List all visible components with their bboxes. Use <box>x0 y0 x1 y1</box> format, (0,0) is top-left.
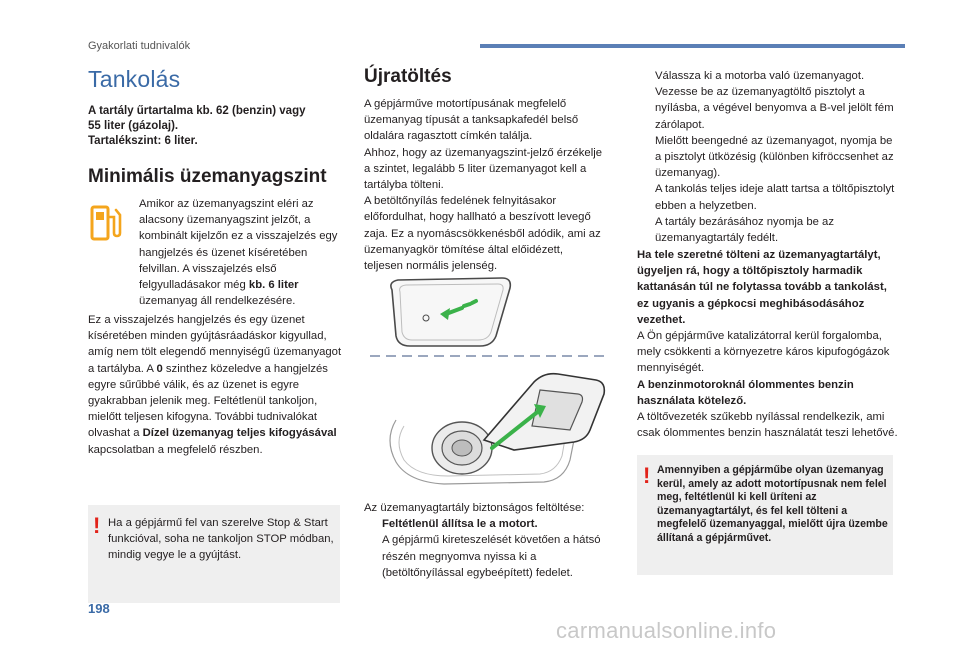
stop-start-warning-box <box>88 505 340 603</box>
bullet-icon <box>637 214 655 246</box>
warning-icon: ! <box>93 513 101 538</box>
capacity-line-1: A tartály űrtartalma kb. 62 (benzin) vagy <box>88 105 306 117</box>
step-text: Mielőtt beengedné az üzemanyagot, nyomja be a pisztolyt ütközésig (különben kifröccsenhet az üzemanyag). <box>655 134 894 180</box>
unleaded-note: A töltővezeték szűkebb nyílással rendelkezik, ami csak ólommentes benzin használatát teszi lehetővé. <box>637 411 898 440</box>
warning-text: Amennyiben a gépjárműbe olyan üzemanyag kerül, amely az adott motortípusnak nem felel meg, feltétlenül ki kell üríteni az üzemanyagtartályt, és fel kell tölteni a megfelelő üzemanyaggal, mielőtt újra üzembe állítaná a gépjárművet. <box>657 464 888 544</box>
step-text: A gépjármű kireteszelését követően a hátsó részén megnyomva nyissa ki a (betöltőnyílással egybeépített) fedelet. <box>382 534 601 579</box>
section-label: Gyakorlati tudnivalók <box>88 40 191 52</box>
list-item <box>637 133 899 182</box>
list-item <box>637 181 899 213</box>
fuel-notes <box>637 247 899 441</box>
capacity-line-3: Tartalékszint: 6 liter. <box>88 135 198 147</box>
step-text: A tartály bezárásához nyomja be az üzemanyagtartály fedélt. <box>655 215 834 245</box>
watermark: carmanualsonline.info <box>556 618 777 643</box>
step-text: A tankolás teljes ideje alatt tartsa a töltőpisztolyt ebben a helyzetben. <box>655 183 895 212</box>
bullet-icon <box>637 133 655 182</box>
refuel-steps <box>364 500 609 581</box>
minimum-level-paragraph: Ez a visszajelzés hangjelzés és egy üzenet kíséretében minden gyújtásráadáskor kigyullad, amíg nem tölt elegendő mennyiségű üzemanyagot a tartályba. A 0 szinthez közeledve a hangjelzés egyre sűrűbbé válik, és az üzenet is egyre gyakrabban jelenik meg. Feltétlenül tankoljon, mielőtt teljesen kifogyna. További tudnivalókat olvashat a Dízel üzemanyag teljes kifogyásával kapcsolatban a megfelelő részben. <box>88 314 342 456</box>
bullet-icon <box>637 84 655 133</box>
refuel-text: A gépjárműve motortípusának megfelelő üzemanyag típusát a tanksapkafedél belső oldalára ragasztott címkén találja. Ahhoz, hogy az üzemanyagszint-jelző érzékelje a szintet, legalább 5 liter üzemanyagot kell a tartályba tölteni. A betöltőnyílás fedelének felnyitásakor előfordulhat, hogy hallható a beszívott levegő zaja. Ez a nyomáscsökkenésből adódik, ami az üzemanyagkör tömítése által előidézett, teljesen normális jelenség. <box>364 98 602 273</box>
tank-capacity <box>88 104 338 149</box>
bullet-icon <box>637 181 655 213</box>
list-item <box>637 214 899 246</box>
warning-text: Ha a gépjármű fel van szerelve Stop & Start funkcióval, soha ne tankoljon STOP módban, mindig vegye le a gyújtást. <box>108 517 334 562</box>
bullet-icon <box>637 68 655 84</box>
wrong-fuel-warning-box <box>637 455 893 575</box>
minimum-level-heading: Minimális üzemanyagszint <box>88 166 327 187</box>
steps-intro: Az üzemanyagtartály biztonságos feltöltése: <box>364 502 585 514</box>
list-item <box>364 532 609 581</box>
full-tank-note: Ha tele szeretné tölteni az üzemanyagtartályt, ügyeljen rá, hogy a töltőpisztoly harmadik kattanásán túl ne folytassa tovább a tankolást, ez ugyanis a gépkocsi meghibásodásához vezethet. <box>637 249 887 326</box>
page-title: Tankolás <box>88 66 181 92</box>
list-item <box>637 84 899 133</box>
bullet-icon <box>364 532 382 581</box>
step-text: Vezesse be az üzemanyagtöltő pisztolyt a nyílásba, a végével benyomva a B-vel jelölt fém zárólapot. <box>655 86 894 131</box>
step-text: Feltétlenül állítsa le a motort. <box>382 518 538 531</box>
fuel-flap-illustration <box>364 270 620 492</box>
header-accent-bar <box>480 44 905 48</box>
page-number: 198 <box>88 601 110 616</box>
list-item <box>637 68 899 84</box>
bullet-icon <box>364 516 382 532</box>
refuel-heading: Újratöltés <box>364 66 452 87</box>
minimum-level-text: Amikor az üzemanyagszint eléri az alacsony üzemanyagszint jelzőt, a kombinált kijelzőn ez a visszajelzés egy hangjelzés és üzenet kíséretében felvillan. A visszajelzés első felgyulladásakor még kb. 6 liter üzemanyag áll rendelkezésére. <box>139 198 338 308</box>
step-text: Válassza ki a motorba való üzemanyagot. <box>655 70 865 82</box>
list-item <box>364 516 609 532</box>
capacity-line-2: 55 liter (gázolaj). <box>88 120 179 132</box>
fuel-pump-icon <box>89 203 123 243</box>
unleaded-heading: A benzinmotoroknál ólommentes benzin használata kötelező. <box>637 378 854 407</box>
catalyst-note: A Ön gépjárműve katalizátorral kerül forgalomba, mely csökkenti a környezetre káros kipufogógázok mennyiségét. <box>637 330 890 375</box>
right-steps-list <box>637 68 899 246</box>
warning-icon: ! <box>643 463 651 488</box>
